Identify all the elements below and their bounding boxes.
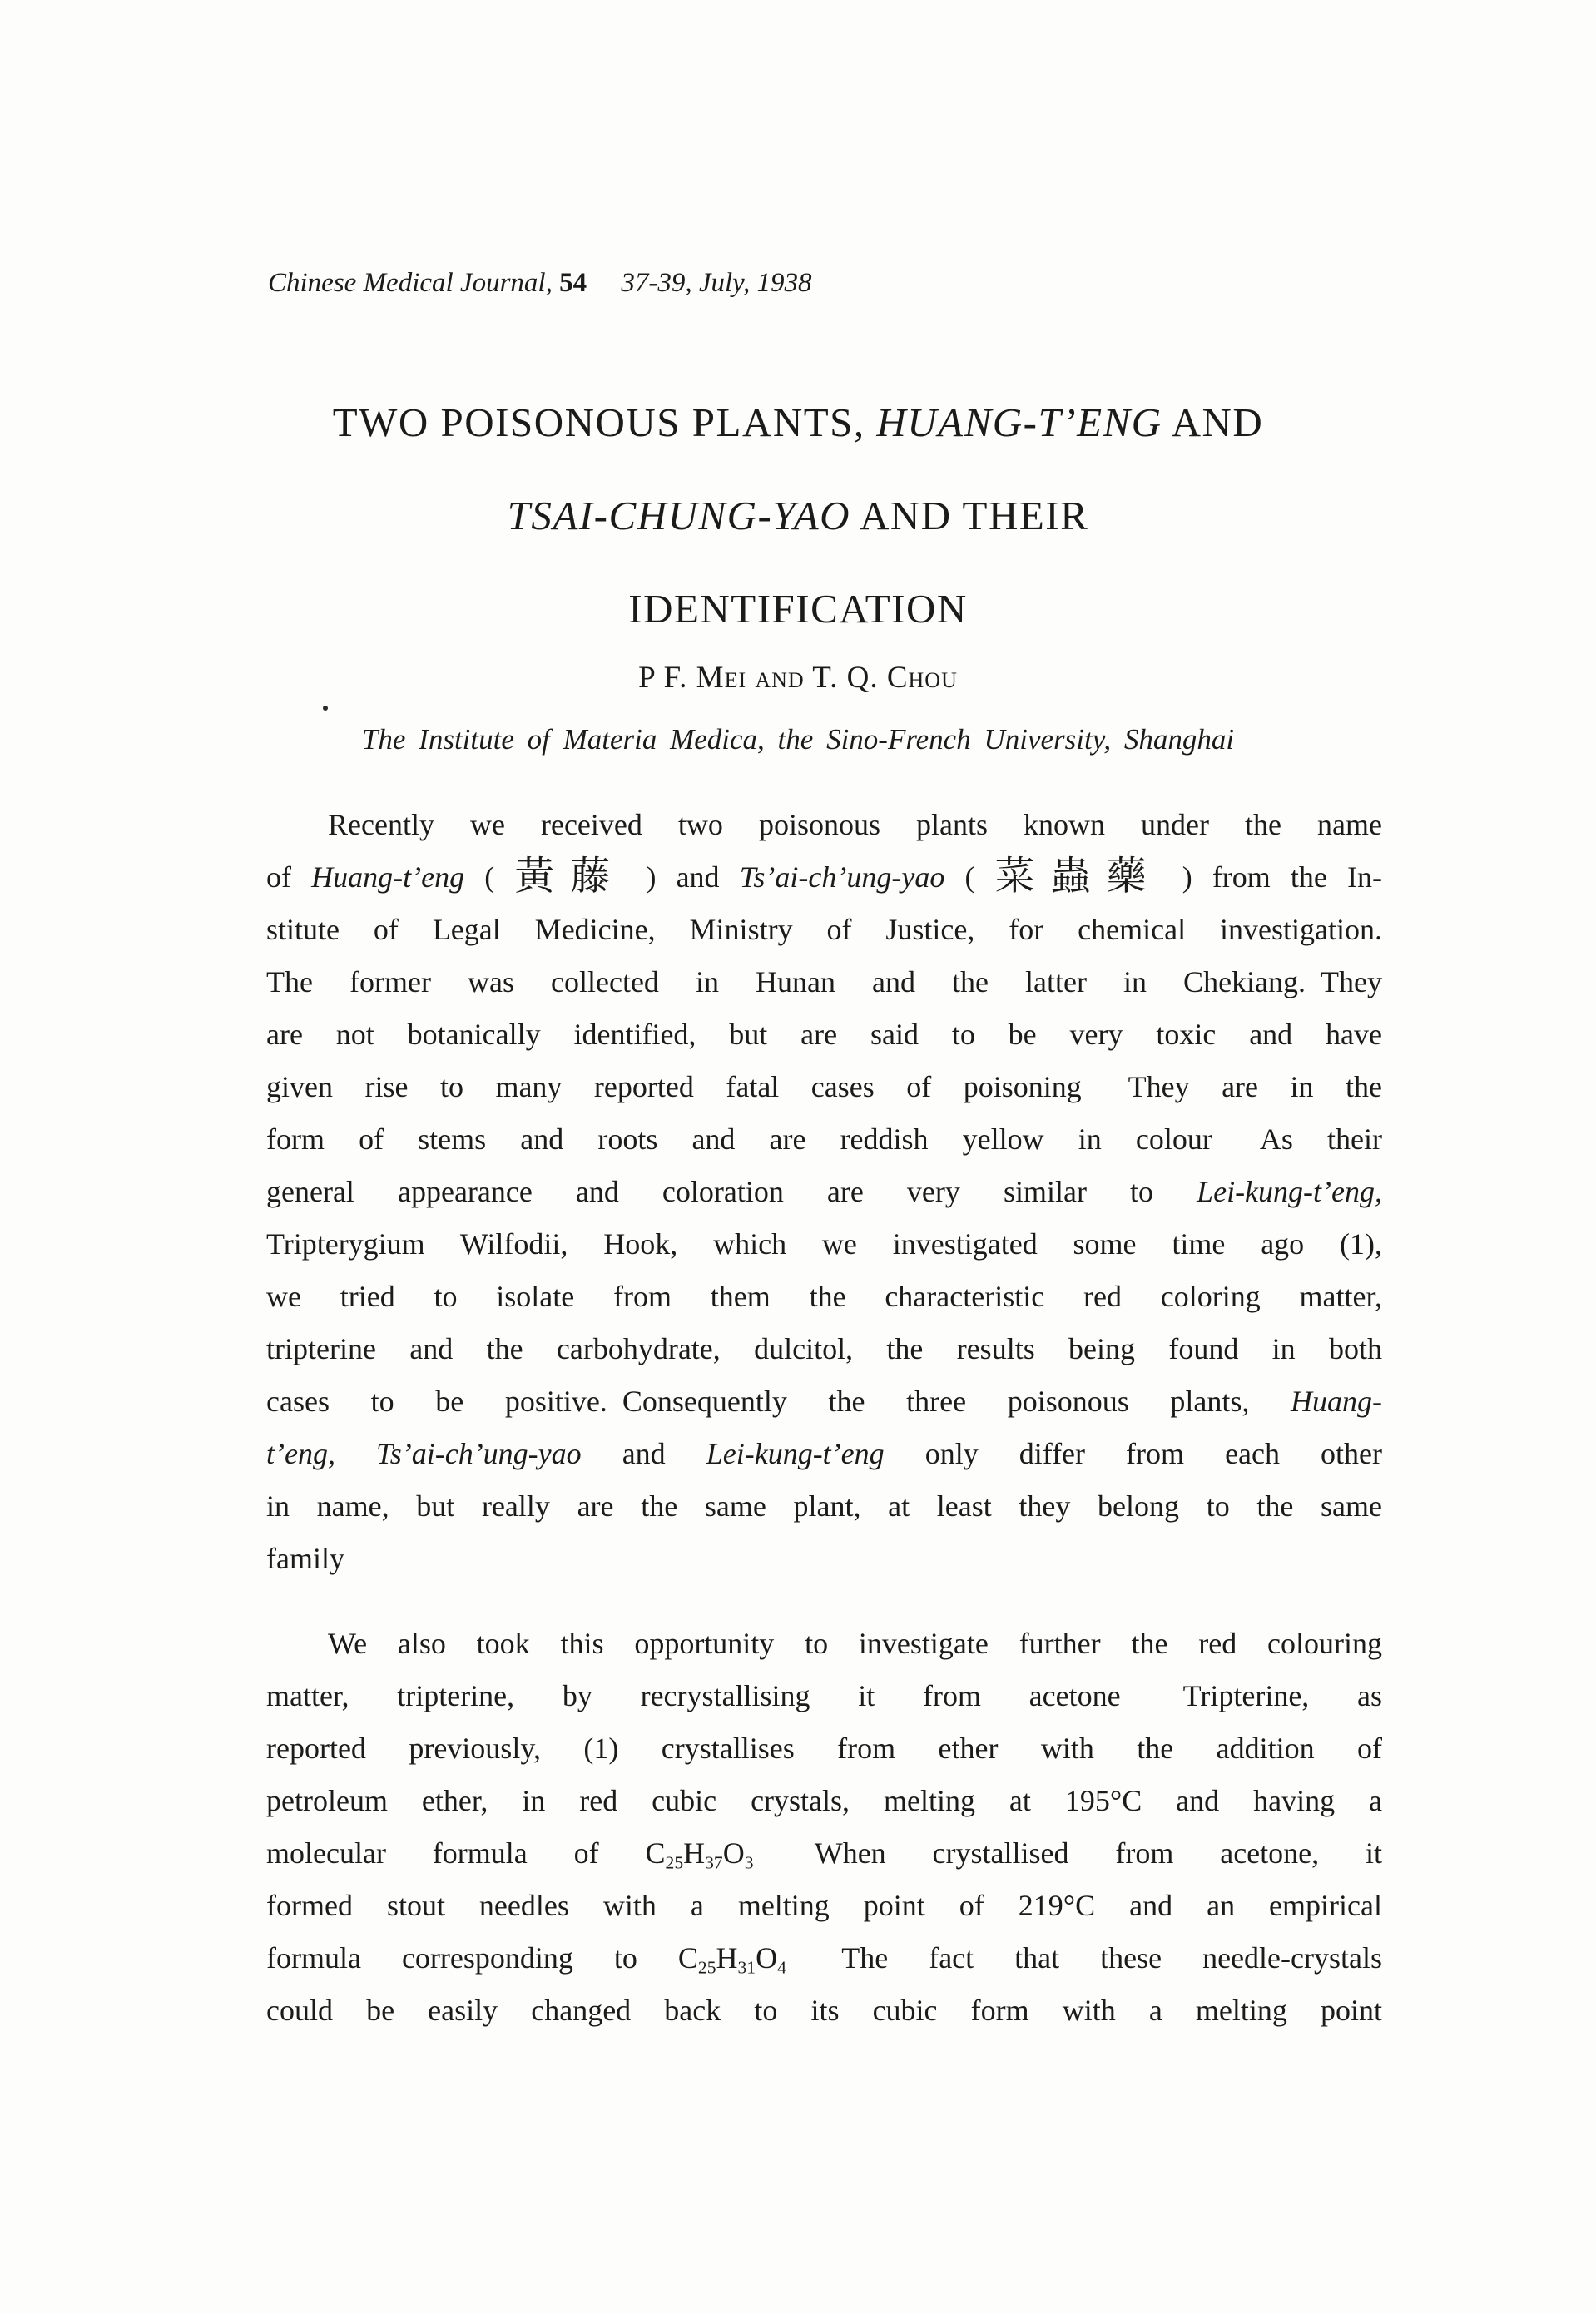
text-line — [266, 1113, 1382, 1166]
text-line — [266, 1932, 1382, 1984]
text-segment: of — [266, 860, 312, 894]
text-segment: When crystallised from acetone, it — [753, 1836, 1383, 1870]
text-segment: cases to be positive. Consequently the three poisonous plants, — [266, 1385, 1291, 1418]
italic-text: t’eng, Ts’ai-ch’ung-yao — [266, 1437, 582, 1470]
text-line — [266, 799, 1382, 851]
text-segment: The former was collected in Hunan and the latter in Chekiang. They — [266, 965, 1382, 998]
text-segment: ) from the In- — [1162, 860, 1382, 894]
text-line — [266, 1375, 1382, 1428]
text-line — [266, 956, 1382, 1008]
italic-text: Lei-kung-t’eng — [706, 1437, 885, 1470]
italic-text: TSAI-CHUNG-YAO — [507, 493, 850, 538]
text-line — [266, 851, 1382, 904]
text-segment: tripterine and the carbohydrate, dulcitol, the results being found in both — [266, 1332, 1382, 1365]
text-segment: stitute of Legal Medicine, Ministry of Justice, for chemical investigation. — [266, 913, 1382, 946]
text-segment: are not botanically identified, but are said to be very toxic and have — [266, 1018, 1382, 1051]
text-segment: formula corresponding to C — [266, 1941, 698, 1975]
text-segment: H — [683, 1836, 706, 1870]
title-line-3 — [240, 562, 1356, 656]
text-line — [266, 1008, 1382, 1061]
text-segment: form of stems and roots and are reddish yellow in colour As their — [266, 1122, 1382, 1156]
subscript: 3 — [744, 1852, 754, 1873]
ink-dot-artifact — [323, 706, 328, 711]
text-segment: O — [722, 1836, 745, 1870]
subscript: 31 — [737, 1957, 756, 1978]
text-segment: AND THEIR — [850, 493, 1089, 538]
text-line — [266, 1428, 1382, 1480]
text-segment: ( — [464, 860, 515, 894]
journal-citation-line — [268, 265, 811, 301]
text-line — [266, 1166, 1382, 1218]
subscript: 37 — [705, 1852, 723, 1873]
cjk-text: 黃藤 — [514, 854, 627, 899]
text-segment: could be easily changed back to its cubic form with a melting point — [266, 1994, 1382, 2027]
text-segment: Recently we received two poisonous plants known under the name — [328, 808, 1382, 841]
italic-text: Huang-t’eng — [311, 860, 465, 894]
text-segment: Tripterygium Wilfodii, Hook, which we investigated some time ago (1), — [266, 1227, 1382, 1261]
text-segment: family — [266, 1542, 344, 1575]
subscript: 25 — [665, 1852, 684, 1873]
title-line-1 — [240, 376, 1356, 469]
text-segment: general appearance and coloration are very similar to — [266, 1175, 1197, 1208]
text-line — [266, 1271, 1382, 1323]
text-line — [266, 1722, 1382, 1775]
text-segment: reported previously, (1) crystallises from ether with the addition of — [266, 1732, 1382, 1765]
text-line — [266, 1775, 1382, 1827]
text-line — [266, 1480, 1382, 1533]
italic-text: Lei-kung-t’eng, — [1197, 1175, 1382, 1208]
title-line-2 — [240, 469, 1356, 562]
text-segment: petroleum ether, in red cubic crystals, melting at 195°C and having a — [266, 1784, 1382, 1817]
text-segment: in name, but really are the same plant, at least they belong to the same — [266, 1489, 1382, 1523]
text-segment: given rise to many reported fatal cases of poisoning They are in the — [266, 1070, 1382, 1103]
text-segment: formed stout needles with a melting point of 219°C and an empirical — [266, 1889, 1382, 1922]
bold-text: 54 — [559, 268, 587, 298]
text-line — [266, 1618, 1382, 1670]
text-line — [266, 1533, 1382, 1585]
text-segment: AND — [1162, 399, 1264, 445]
italic-text: 37-39, July, 1938 — [587, 268, 812, 298]
text-segment: TWO POISONOUS PLANTS, — [332, 399, 877, 445]
paragraph-2 — [266, 1618, 1382, 2037]
text-line — [266, 1984, 1382, 2037]
text-line — [266, 1061, 1382, 1113]
affiliation-line: The Institute of Materia Medica, the Sino-French University, Shanghai — [361, 723, 1235, 756]
text-segment: The fact that these needle-crystals — [786, 1941, 1382, 1975]
authors-line: P F. Mei and T. Q. Chou — [638, 661, 958, 695]
text-segment: matter, tripterine, by recrystallising it from acetone Tripterine, as — [266, 1679, 1382, 1712]
italic-text: HUANG-T’ENG — [876, 399, 1162, 445]
text-segment: molecular formula of C — [266, 1836, 666, 1870]
paragraph-1 — [266, 799, 1382, 1585]
text-segment: We also took this opportunity to investigate further the red colouring — [328, 1627, 1382, 1660]
text-segment: ) and — [626, 860, 740, 894]
paper-title — [240, 376, 1356, 656]
text-segment: only differ from each other — [884, 1437, 1383, 1470]
text-line — [266, 1880, 1382, 1932]
text-line — [266, 1827, 1382, 1880]
text-segment: H — [716, 1941, 738, 1975]
text-line — [266, 904, 1382, 956]
italic-text: Ts’ai-ch’ung-yao — [739, 860, 945, 894]
text-segment: and — [581, 1437, 706, 1470]
text-line — [266, 1323, 1382, 1375]
italic-text: Huang- — [1291, 1385, 1382, 1418]
text-segment: IDENTIFICATION — [628, 586, 968, 632]
cjk-text: 菜蟲藥 — [994, 854, 1162, 899]
text-segment: ( — [944, 860, 995, 894]
text-segment: we tried to isolate from them the characteristic red coloring matter, — [266, 1280, 1382, 1313]
subscript: 4 — [777, 1957, 786, 1978]
text-segment: O — [756, 1941, 778, 1975]
italic-text: Chinese Medical Journal, — [268, 268, 560, 298]
subscript: 25 — [697, 1957, 716, 1978]
text-line — [266, 1670, 1382, 1722]
text-line — [266, 1218, 1382, 1271]
